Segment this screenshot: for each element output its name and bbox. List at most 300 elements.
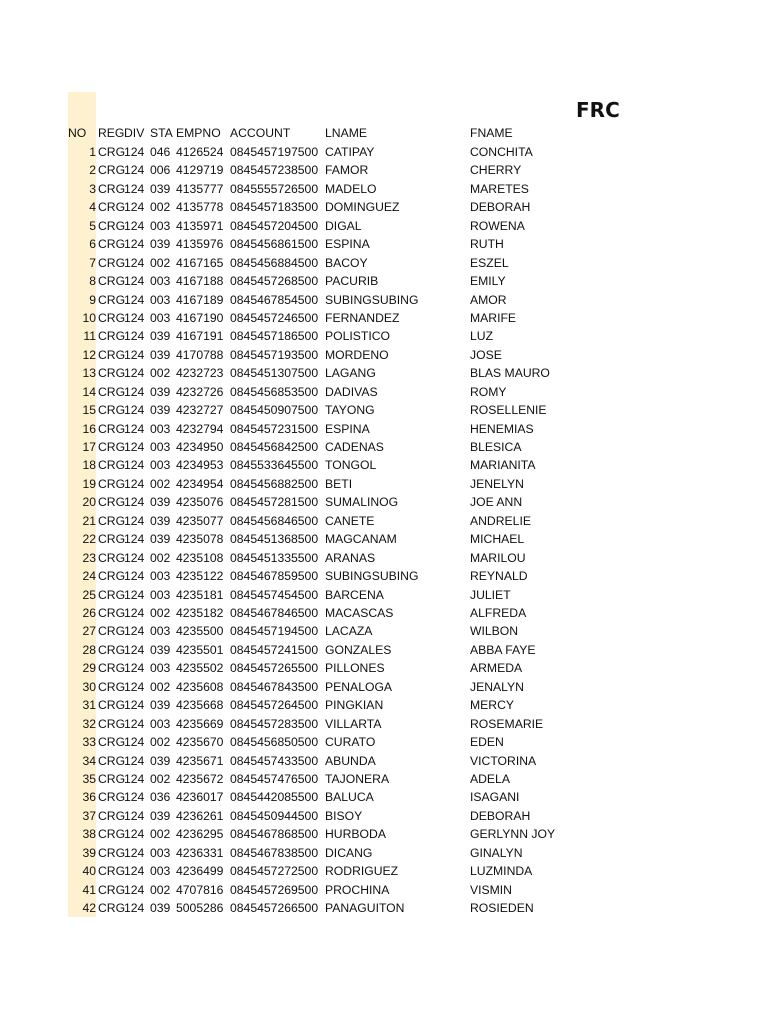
cell-fname: REYNALD: [470, 569, 528, 584]
cell-lname: MACASCAS: [325, 606, 394, 620]
cell-account: 0845456884500: [230, 255, 319, 270]
cell-fname: LUZ: [470, 329, 494, 344]
cell-fname: VICTORINA: [470, 753, 537, 768]
cell-empno: 4235122: [176, 569, 224, 584]
cell-account: 0845457246500: [230, 310, 319, 325]
table-row: [0, 291, 768, 309]
cell-fname: ROSELLENIE: [470, 403, 547, 418]
cell-reg: CRG: [98, 771, 126, 786]
table-row: [0, 235, 768, 253]
cell-reg: CRG: [98, 845, 126, 860]
cell-no: 16: [82, 421, 96, 436]
cell-no: 22: [82, 532, 96, 547]
cell-fname: HENEMIAS: [470, 421, 534, 436]
cell-sta: 039: [150, 901, 171, 916]
cell-lname: VILLARTA: [325, 716, 382, 731]
header-reg: REG: [98, 126, 125, 140]
cell-sta: 039: [150, 532, 171, 547]
cell-reg: CRG: [98, 384, 126, 399]
cell-reg: CRG: [98, 569, 126, 584]
cell-lname: MAGCANAM: [325, 532, 397, 547]
table-row: [0, 272, 768, 290]
cell-fname: DEBORAH: [470, 200, 531, 215]
cell-div: 124: [124, 882, 145, 897]
cell-div: 124: [124, 569, 145, 584]
cell-fname: JULIET: [470, 587, 511, 602]
cell-fname: ROWENA: [470, 218, 525, 233]
cell-sta: 039: [150, 181, 171, 196]
cell-account: 0845451307500: [230, 366, 319, 381]
cell-account: 0845456861500: [230, 237, 319, 252]
cell-account: 0845457231500: [230, 421, 319, 436]
cell-reg: CRG: [98, 403, 126, 418]
cell-account: 0845451368500: [230, 532, 319, 547]
cell-div: 124: [124, 771, 145, 786]
cell-lname: PROCHINA: [325, 882, 390, 897]
cell-empno: 4235668: [176, 698, 224, 713]
table-row: [0, 438, 768, 456]
cell-fname: JENELYN: [470, 476, 524, 491]
cell-lname: PILLONES: [325, 661, 385, 676]
table-row: [0, 475, 768, 493]
cell-lname: DADIVAS: [325, 384, 378, 399]
cell-fname: ANDRELIE: [470, 513, 531, 528]
header-no: NO: [68, 126, 87, 140]
cell-no: 2: [89, 163, 96, 178]
table-row: [0, 586, 768, 604]
table-row: [0, 309, 768, 327]
cell-empno: 4170788: [176, 347, 224, 362]
table-row: [0, 254, 768, 272]
cell-lname: CADENAS: [325, 440, 384, 455]
cell-sta: 003: [150, 716, 171, 731]
cell-lname: CANETE: [325, 513, 375, 528]
table-row: [0, 825, 768, 843]
cell-lname: DOMINGUEZ: [325, 200, 400, 215]
cell-reg: CRG: [98, 698, 126, 713]
cell-empno: 4167165: [176, 255, 224, 270]
cell-div: 124: [124, 790, 145, 805]
cell-lname: SUBINGSUBING: [325, 292, 419, 307]
cell-div: 124: [124, 606, 145, 620]
cell-empno: 4235672: [176, 771, 224, 786]
cell-reg: CRG: [98, 218, 126, 233]
cell-lname: BISOY: [325, 808, 363, 823]
table-row: [0, 807, 768, 825]
cell-no: 28: [82, 642, 96, 657]
cell-account: 0845457183500: [230, 200, 319, 215]
cell-no: 25: [82, 587, 96, 602]
cell-sta: 003: [150, 661, 171, 676]
cell-lname: TONGOL: [325, 458, 377, 473]
cell-no: 5: [89, 218, 96, 233]
cell-sta: 002: [150, 606, 171, 620]
cell-div: 124: [124, 403, 145, 418]
cell-empno: 4236295: [176, 827, 224, 842]
cell-lname: SUMALINOG: [325, 495, 399, 510]
cell-fname: RUTH: [470, 237, 504, 252]
cell-div: 124: [124, 808, 145, 823]
cell-reg: CRG: [98, 366, 126, 381]
cell-account: 0845451335500: [230, 550, 319, 565]
header-sta: STA: [150, 126, 173, 140]
cell-fname: VISMIN: [470, 882, 512, 897]
cell-empno: 4232727: [176, 403, 224, 418]
header-lname: LNAME: [325, 126, 367, 140]
cell-empno: 4235108: [176, 550, 224, 565]
cell-account: 0845457433500: [230, 753, 319, 768]
cell-reg: CRG: [98, 716, 126, 731]
table-row: [0, 770, 768, 788]
cell-lname: CURATO: [325, 735, 376, 750]
cell-reg: CRG: [98, 513, 126, 528]
cell-empno: 4235181: [176, 587, 224, 602]
cell-fname: GERLYNN JOY: [470, 827, 556, 842]
cell-sta: 003: [150, 624, 171, 639]
cell-div: 124: [124, 753, 145, 768]
cell-account: 0845457281500: [230, 495, 319, 510]
cell-sta: 003: [150, 292, 171, 307]
cell-fname: EMILY: [470, 274, 506, 289]
table-row: [0, 752, 768, 770]
cell-sta: 002: [150, 366, 171, 381]
cell-empno: 4167191: [176, 329, 224, 344]
cell-fname: MARILOU: [470, 550, 526, 565]
cell-account: 0845457193500: [230, 347, 319, 362]
cell-account: 0845456850500: [230, 735, 319, 750]
cell-sta: 039: [150, 753, 171, 768]
table-row: [0, 604, 768, 622]
cell-sta: 002: [150, 679, 171, 694]
cell-lname: PINGKIAN: [325, 698, 384, 713]
table-row: [0, 456, 768, 474]
cell-fname: JOSE: [470, 347, 502, 362]
table-row: [0, 512, 768, 530]
cell-lname: LAGANG: [325, 366, 376, 381]
cell-div: 124: [124, 587, 145, 602]
cell-reg: CRG: [98, 145, 126, 159]
cell-reg: CRG: [98, 310, 126, 325]
table-row: [0, 641, 768, 659]
cell-lname: CATIPAY: [325, 145, 375, 159]
cell-div: 124: [124, 735, 145, 750]
cell-fname: AMOR: [470, 292, 507, 307]
cell-empno: 5005286: [176, 901, 224, 916]
cell-reg: CRG: [98, 901, 126, 916]
cell-reg: CRG: [98, 587, 126, 602]
table-row: [0, 346, 768, 364]
cell-reg: CRG: [98, 532, 126, 547]
cell-fname: MERCY: [470, 698, 515, 713]
cell-empno: 4129719: [176, 163, 224, 178]
cell-empno: 4236331: [176, 845, 224, 860]
cell-reg: CRG: [98, 882, 126, 897]
cell-empno: 4234954: [176, 476, 224, 491]
cell-account: 0845457241500: [230, 642, 319, 657]
cell-sta: 039: [150, 347, 171, 362]
cell-empno: 4235502: [176, 661, 224, 676]
cell-account: 0845457204500: [230, 218, 319, 233]
cell-div: 124: [124, 200, 145, 215]
cell-no: 7: [89, 255, 96, 270]
cell-no: 27: [82, 624, 96, 639]
cell-reg: CRG: [98, 679, 126, 694]
cell-account: 0845457197500: [230, 145, 319, 159]
cell-reg: CRG: [98, 808, 126, 823]
cell-no: 18: [82, 458, 96, 473]
cell-reg: CRG: [98, 790, 126, 805]
cell-sta: 039: [150, 495, 171, 510]
cell-account: 0845457269500: [230, 882, 319, 897]
cell-empno: 4235076: [176, 495, 224, 510]
cell-reg: CRG: [98, 606, 126, 620]
cell-fname: ADELA: [470, 771, 510, 786]
cell-reg: CRG: [98, 827, 126, 842]
cell-no: 24: [82, 569, 96, 584]
cell-reg: CRG: [98, 347, 126, 362]
table-row: [0, 530, 768, 548]
cell-empno: 4235182: [176, 606, 224, 620]
table-row: [0, 493, 768, 511]
cell-reg: CRG: [98, 458, 126, 473]
cell-empno: 4235077: [176, 513, 224, 528]
cell-empno: 4234953: [176, 458, 224, 473]
cell-lname: HURBODA: [325, 827, 386, 842]
header-account: ACCOUNT: [230, 126, 291, 140]
cell-no: 23: [82, 550, 96, 565]
cell-fname: LUZMINDA: [470, 864, 533, 879]
cell-sta: 046: [150, 145, 171, 159]
table-row: [0, 143, 768, 161]
cell-no: 38: [82, 827, 96, 842]
cell-sta: 003: [150, 864, 171, 879]
cell-empno: 4167190: [176, 310, 224, 325]
cell-reg: CRG: [98, 440, 126, 455]
cell-lname: GONZALES: [325, 642, 392, 657]
cell-div: 124: [124, 218, 145, 233]
cell-lname: PENALOGA: [325, 679, 393, 694]
table-row: [0, 327, 768, 345]
cell-account: 0845457238500: [230, 163, 319, 178]
cell-div: 124: [124, 845, 145, 860]
table-row: [0, 198, 768, 216]
cell-sta: 002: [150, 771, 171, 786]
cell-div: 124: [124, 716, 145, 731]
cell-no: 34: [82, 753, 96, 768]
cell-fname: ABBA FAYE: [470, 642, 536, 657]
table-row: [0, 622, 768, 640]
cell-no: 19: [82, 476, 96, 491]
cell-account: 0845457268500: [230, 274, 319, 289]
cell-fname: WILBON: [470, 624, 519, 639]
cell-fname: ESZEL: [470, 255, 509, 270]
cell-no: 33: [82, 735, 96, 750]
cell-reg: CRG: [98, 495, 126, 510]
cell-no: 3: [89, 181, 96, 196]
cell-fname: CHERRY: [470, 163, 522, 178]
table-row: [0, 715, 768, 733]
header-div: DIV: [124, 126, 145, 140]
cell-reg: CRG: [98, 642, 126, 657]
cell-sta: 003: [150, 569, 171, 584]
cell-sta: 003: [150, 587, 171, 602]
cell-account: 0845457283500: [230, 716, 319, 731]
cell-fname: JENALYN: [470, 679, 524, 694]
cell-no: 8: [89, 274, 96, 289]
cell-no: 14: [82, 384, 96, 399]
cell-sta: 002: [150, 255, 171, 270]
cell-account: 0845456842500: [230, 440, 319, 455]
cell-no: 10: [82, 310, 96, 325]
cell-no: 21: [82, 513, 96, 528]
cell-reg: CRG: [98, 550, 126, 565]
cell-lname: POLISTICO: [325, 329, 391, 344]
table-row: [0, 899, 768, 917]
cell-no: 39: [82, 845, 96, 860]
cell-no: 17: [82, 440, 96, 455]
cell-lname: MADELO: [325, 181, 377, 196]
cell-lname: TAJONERA: [325, 771, 390, 786]
cell-empno: 4135777: [176, 181, 224, 196]
table-row: [0, 733, 768, 751]
cell-no: 41: [82, 882, 96, 897]
cell-no: 42: [82, 901, 96, 916]
cell-reg: CRG: [98, 735, 126, 750]
cell-sta: 039: [150, 237, 171, 252]
cell-account: 0845457186500: [230, 329, 319, 344]
table-row: [0, 161, 768, 179]
cell-empno: 4236499: [176, 864, 224, 879]
cell-account: 0845457265500: [230, 661, 319, 676]
cell-div: 124: [124, 181, 145, 196]
cell-lname: BALUCA: [325, 790, 374, 805]
cell-sta: 002: [150, 827, 171, 842]
cell-no: 40: [82, 864, 96, 879]
cell-no: 1: [89, 145, 96, 159]
cell-div: 124: [124, 901, 145, 916]
cell-sta: 003: [150, 421, 171, 436]
cell-div: 124: [124, 827, 145, 842]
cell-fname: MICHAEL: [470, 532, 525, 547]
cell-reg: CRG: [98, 181, 126, 196]
cell-empno: 4232726: [176, 384, 224, 399]
cell-sta: 039: [150, 513, 171, 528]
cell-account: 0845457264500: [230, 698, 319, 713]
table-row: [0, 788, 768, 806]
cell-no: 32: [82, 716, 96, 731]
table-row: [0, 678, 768, 696]
cell-no: 11: [83, 329, 96, 344]
cell-account: 0845457266500: [230, 901, 319, 916]
cell-fname: EDEN: [470, 735, 504, 750]
cell-lname: RODRIGUEZ: [325, 864, 399, 879]
cell-lname: FERNANDEZ: [325, 310, 400, 325]
cell-lname: LACAZA: [325, 624, 373, 639]
cell-fname: MARIANITA: [470, 458, 536, 473]
cell-div: 124: [124, 163, 145, 178]
table-row: [0, 862, 768, 880]
cell-account: 0845467843500: [230, 679, 319, 694]
cell-no: 13: [82, 366, 96, 381]
cell-fname: DEBORAH: [470, 808, 531, 823]
table-row: [0, 401, 768, 419]
cell-account: 0845533645500: [230, 458, 319, 473]
cell-sta: 039: [150, 808, 171, 823]
cell-reg: CRG: [98, 864, 126, 879]
cell-empno: 4235608: [176, 679, 224, 694]
cell-reg: CRG: [98, 329, 126, 344]
cell-no: 36: [82, 790, 96, 805]
cell-reg: CRG: [98, 255, 126, 270]
cell-div: 124: [124, 679, 145, 694]
cell-lname: MORDENO: [325, 347, 389, 362]
cell-lname: BARCENA: [325, 587, 384, 602]
cell-fname: ROMY: [470, 384, 507, 399]
cell-fname: BLAS MAURO: [470, 366, 550, 381]
cell-empno: 4707816: [176, 882, 224, 897]
cell-account: 0845450944500: [230, 808, 319, 823]
cell-empno: 4232723: [176, 366, 224, 381]
cell-lname: ESPINA: [325, 421, 370, 436]
cell-fname: ARMEDA: [470, 661, 523, 676]
cell-empno: 4234950: [176, 440, 224, 455]
cell-empno: 4126524: [176, 145, 224, 159]
cell-empno: 4135971: [176, 218, 224, 233]
cell-empno: 4235078: [176, 532, 224, 547]
cell-sta: 002: [150, 735, 171, 750]
cell-reg: CRG: [98, 200, 126, 215]
cell-no: 29: [82, 661, 96, 676]
table-row: [0, 217, 768, 235]
cell-div: 124: [124, 384, 145, 399]
cell-fname: ROSEMARIE: [470, 716, 544, 731]
cell-reg: CRG: [98, 624, 126, 639]
header-fname: FNAME: [470, 126, 513, 140]
cell-div: 124: [124, 366, 145, 381]
cell-reg: CRG: [98, 292, 126, 307]
cell-fname: ROSIEDEN: [470, 901, 534, 916]
cell-div: 124: [124, 458, 145, 473]
cell-div: 124: [124, 476, 145, 491]
cell-fname: ALFREDA: [470, 606, 527, 620]
cell-div: 124: [124, 274, 145, 289]
cell-div: 124: [124, 292, 145, 307]
cell-empno: 4235670: [176, 735, 224, 750]
table-row: [0, 881, 768, 899]
cell-lname: FAMOR: [325, 163, 369, 178]
cell-empno: 4167189: [176, 292, 224, 307]
cell-no: 26: [82, 606, 96, 620]
cell-div: 124: [124, 698, 145, 713]
cell-lname: ESPINA: [325, 237, 370, 252]
cell-account: 0845456853500: [230, 384, 319, 399]
cell-no: 31: [82, 698, 96, 713]
cell-account: 0845456846500: [230, 513, 319, 528]
table-row: [0, 364, 768, 382]
cell-div: 124: [124, 495, 145, 510]
cell-sta: 039: [150, 403, 171, 418]
cell-reg: CRG: [98, 421, 126, 436]
cell-fname: GINALYN: [470, 845, 523, 860]
cell-account: 0845467868500: [230, 827, 319, 842]
cell-sta: 036: [150, 790, 171, 805]
cell-sta: 003: [150, 218, 171, 233]
cell-reg: CRG: [98, 163, 126, 178]
cell-sta: 039: [150, 642, 171, 657]
table-row: [0, 383, 768, 401]
cell-lname: TAYONG: [325, 403, 375, 418]
cell-no: 6: [89, 237, 96, 252]
